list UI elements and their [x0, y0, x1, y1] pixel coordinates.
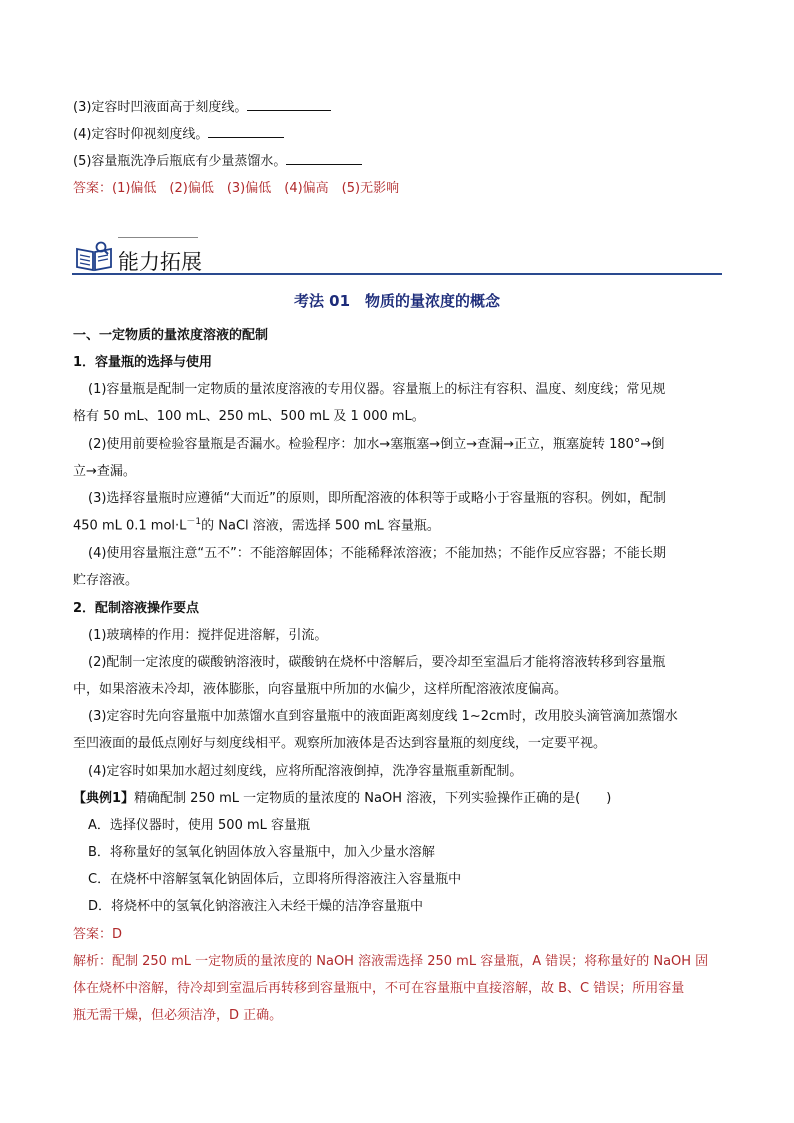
explanation-line-3: 瓶无需干燥，但必须洁净，D 正确。	[73, 1008, 283, 1023]
question-3	[73, 96, 331, 115]
answer-blank	[247, 98, 331, 111]
option-b: B．将称量好的氢氧化钠固体放入容量瓶中，加入少量水溶解	[88, 845, 435, 860]
option-c: C．在烧杯中溶解氢氧化钠固体后，立即将所得溶液注入容量瓶中	[88, 872, 462, 887]
question-4	[73, 123, 284, 142]
option-d: D．将烧杯中的氢氧化钠溶液注入未经干燥的洁净容量瓶中	[88, 899, 424, 914]
answer-2: 答案：D	[73, 927, 123, 942]
step-3-line-1: (3)定容时先向容量瓶中加蒸馏水直到容量瓶中的液面距离刻度线 1~2cm时，改用胶头滴管滴加蒸馏水	[88, 709, 678, 724]
heading-1-2: 2．配制溶液操作要点	[73, 601, 200, 616]
para-2-line-1: (2)使用前要检验容量瓶是否漏水。检验程序：加水→塞瓶塞→倒立→查漏→正立，瓶塞旋转 180°→倒	[88, 437, 665, 452]
para-3-line-1: (3)选择容量瓶时应遵循“大而近”的原则，即所配溶液的体积等于或略小于容量瓶的容积。例如，配制	[88, 491, 666, 506]
concentration-tail: 的 NaCl 溶液，需选择 500 mL 容量瓶。	[201, 518, 440, 534]
step-4: (4)定容时如果加水超过刻度线，应将所配溶液倒掉，洗净容量瓶重新配制。	[88, 764, 523, 779]
option-a: A．选择仪器时，使用 500 mL 容量瓶	[88, 818, 311, 833]
heading-1: 一、一定物质的量浓度溶液的配制	[73, 328, 269, 343]
book-icon	[74, 241, 114, 273]
step-1: (1)玻璃棒的作用：搅拌促进溶解，引流。	[88, 628, 328, 643]
superscript: －1	[186, 517, 202, 527]
concentration-text: 450 mL 0.1 mol·L	[73, 518, 187, 534]
answer-line: 答案：(1)偏低 (2)偏低 (3)偏低 (4)偏高 (5)无影响	[73, 181, 400, 196]
answer-blank	[286, 152, 362, 165]
answer-blank	[208, 125, 284, 138]
step-2-line-1: (2)配制一定浓度的碳酸钠溶液时，碳酸钠在烧杯中溶解后，要冷却至室温后才能将溶液转移到容量瓶	[88, 655, 666, 670]
question-text: (5)容量瓶洗净后瓶底有少量蒸馏水。	[73, 154, 287, 169]
heading-1-1: 1．容量瓶的选择与使用	[73, 355, 213, 370]
para-4-line-1: (4)使用容量瓶注意“五不”：不能溶解固体；不能稀释浓溶液；不能加热；不能作反应容器；不能长期	[88, 546, 666, 561]
step-2-line-2: 中，如果溶液未冷却，液体膨胀，向容量瓶中所加的水偏少，这样所配溶液浓度偏高。	[73, 682, 568, 697]
example-question	[73, 787, 611, 806]
example-label: 【典例1】	[73, 791, 135, 806]
para-1-line-2: 格有 50 mL、100 mL、250 mL、500 mL 及 1 000 mL。	[73, 409, 425, 424]
question-text: (4)定容时仰视刻度线。	[73, 127, 209, 142]
para-1-line-1: (1)容量瓶是配制一定物质的量浓度溶液的专用仪器。容量瓶上的标注有容积、温度、刻度线；常见规	[88, 382, 666, 397]
question-5	[73, 150, 362, 169]
question-text: (3)定容时凹液面高于刻度线。	[73, 100, 248, 115]
explanation-line-2: 体在烧杯中溶解，待冷却到室温后再转移到容量瓶中，不可在容量瓶中直接溶解，故 B、C 错误；所用容量	[73, 981, 685, 996]
example-text: 精确配制 250 mL 一定物质的量浓度的 NaOH 溶液，下列实验操作正确的是( )	[134, 791, 612, 806]
para-3-line-2	[73, 514, 440, 533]
explanation-line-1: 解析：配制 250 mL 一定物质的量浓度的 NaOH 溶液需选择 250 mL 容量瓶，A 错误；将称量好的 NaOH 固	[73, 954, 709, 969]
header-top-rule	[118, 237, 198, 238]
header-rule	[72, 273, 722, 275]
section-header: 能力拓展	[118, 250, 202, 274]
method-title: 考法 01 物质的量浓度的概念	[293, 292, 501, 310]
step-3-line-2: 至凹液面的最低点刚好与刻度线相平。观察所加液体是否达到容量瓶的刻度线，一定要平视。	[73, 736, 607, 751]
para-2-line-2: 立→查漏。	[73, 464, 136, 479]
para-4-line-2: 贮存溶液。	[73, 573, 139, 588]
